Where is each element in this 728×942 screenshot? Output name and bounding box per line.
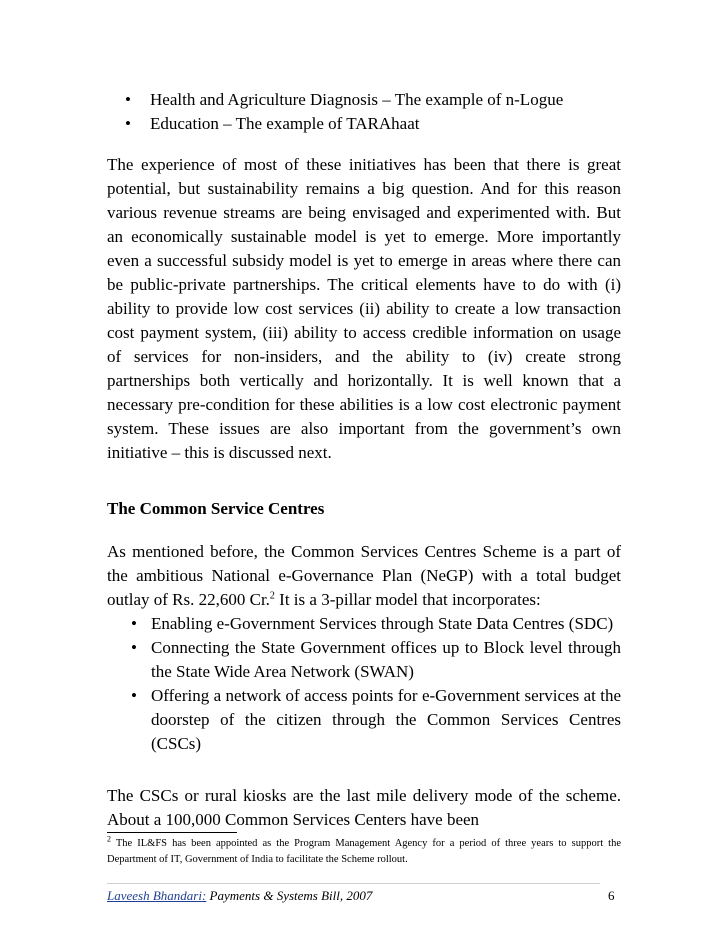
paragraph-text: It is a 3-pillar model that incorporates: [274,590,541,609]
bullet-icon: • [125,90,131,109]
list-item [125,88,625,112]
bullet-text: Offering a network of access points for e-Government services at the doorstep of the citizen through the Common Services Centres (CSCs) [151,686,621,753]
bullet-icon: • [131,686,137,705]
footnote [107,836,621,868]
bullet-icon: • [125,114,131,133]
footer-title: Payments & Systems Bill, 2007 [206,888,373,903]
list-item [125,112,625,136]
bullet-text: Education – The example of TARAhaat [150,114,420,133]
section-heading: The Common Service Centres [107,499,325,518]
paragraph-csc-scheme [107,540,621,756]
bullet-text: Connecting the State Government offices up to Block level through the State Wide Area Network (SWAN) [151,638,621,681]
footnote-number: 2 [107,834,111,844]
paragraph-initiatives: The experience of most of these initiatives has been that there is great potential, but sustainability remains a big question. And for this reason various revenue streams are being envisaged and experimented with. But an economically sustainable model is yet to emerge. More importantly even a successful subsidy model is yet to emerge in areas where there can be public-private partnerships. The critical elements have to do with (i) ability to provide low cost services (ii) ability to create a low transaction cost payment system, (iii) ability to access credible information on usage of services for non-insiders, and the ability to (iv) create strong partnerships both vertically and horizontally. It is well known that a necessary pre-condition for these abilities is a low cost electronic payment system. These issues are also important from the government’s own initiative – this is discussed next. [107,155,621,462]
bullet-icon: • [131,614,137,633]
bullet-text: Enabling e-Government Services through State Data Centres (SDC) [151,614,614,633]
paragraph-csc-delivery: The CSCs or rural kiosks are the last mile delivery mode of the scheme. About a 100,000 Common Services Centers have been [107,786,621,829]
footnote-divider [107,832,237,833]
footnote-reference[interactable]: 2 [269,590,275,602]
bullet-icon: • [131,638,137,657]
list-item [131,612,621,636]
list-item [131,684,621,756]
top-bullet-list [125,88,625,136]
bullet-text: Health and Agriculture Diagnosis – The example of n-Logue [150,90,564,109]
list-item [131,636,621,684]
footer-divider [107,883,600,884]
paragraph-text: As mentioned before, the Common Services Centres Scheme is a part of the ambitious National e-Governance Plan (NeGP) with a total budget outlay of Rs. 22,600 Cr. [107,542,621,609]
page-number: 6 [608,888,615,903]
pillar-bullet-list [131,612,621,756]
page-footer [107,887,621,905]
footer-author-link[interactable]: Laveesh Bhandari: [107,888,207,903]
footnote-text: The IL&FS has been appointed as the Program Management Agency for a period of three years to support the Department of IT, Government of India to facilitate the Scheme rollout. [107,838,621,865]
